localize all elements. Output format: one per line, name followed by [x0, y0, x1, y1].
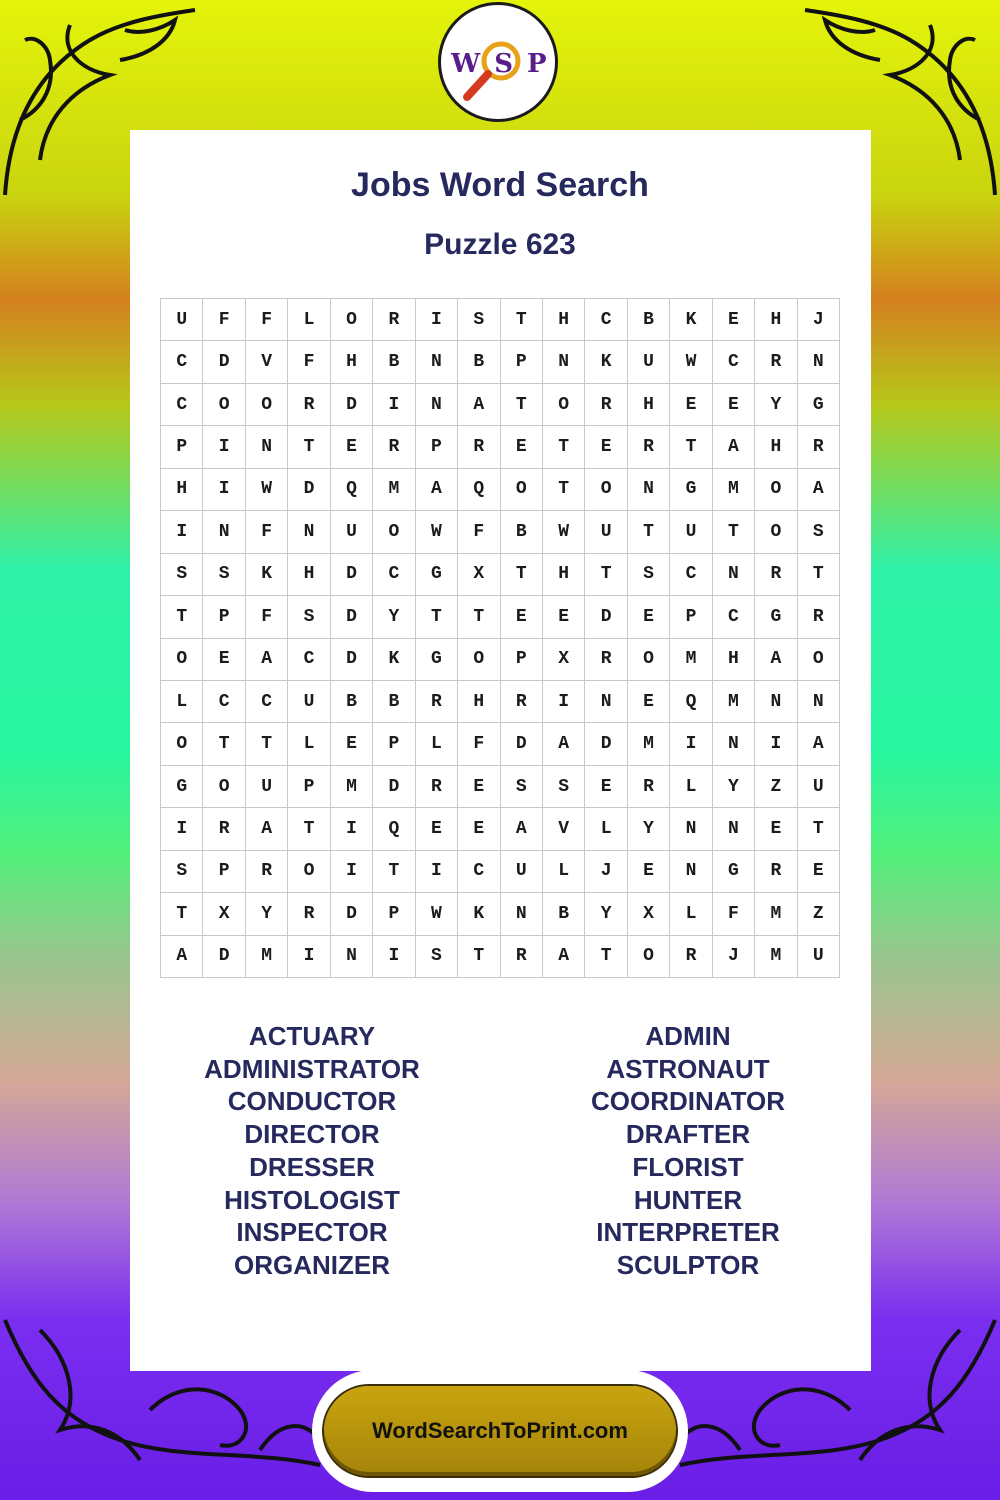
grid-cell[interactable]: U [501, 851, 543, 893]
grid-cell[interactable]: M [331, 766, 373, 808]
grid-cell[interactable]: C [246, 681, 288, 723]
grid-cell[interactable]: I [373, 384, 415, 426]
grid-cell[interactable]: T [416, 596, 458, 638]
grid-cell[interactable]: I [203, 426, 245, 468]
grid-cell[interactable]: O [288, 851, 330, 893]
grid-cell[interactable]: E [331, 426, 373, 468]
grid-cell[interactable]: Q [670, 681, 712, 723]
grid-cell[interactable]: R [585, 639, 627, 681]
grid-cell[interactable]: C [373, 554, 415, 596]
grid-cell[interactable]: X [543, 639, 585, 681]
grid-cell[interactable]: F [458, 511, 500, 553]
grid-cell[interactable]: T [798, 808, 840, 850]
grid-cell[interactable]: C [161, 341, 203, 383]
grid-cell[interactable]: T [458, 596, 500, 638]
grid-cell[interactable]: K [585, 341, 627, 383]
grid-cell[interactable]: T [373, 851, 415, 893]
grid-cell[interactable]: N [416, 341, 458, 383]
grid-cell[interactable]: C [713, 341, 755, 383]
grid-cell[interactable]: V [246, 341, 288, 383]
grid-cell[interactable]: H [161, 469, 203, 511]
grid-cell[interactable]: O [203, 766, 245, 808]
grid-cell[interactable]: H [543, 554, 585, 596]
grid-cell[interactable]: X [458, 554, 500, 596]
letter-grid [160, 298, 840, 978]
grid-cell[interactable]: H [331, 341, 373, 383]
grid-cell[interactable]: H [713, 639, 755, 681]
grid-cell[interactable]: O [331, 299, 373, 341]
wsp-logo [438, 2, 561, 122]
grid-cell[interactable]: Y [713, 766, 755, 808]
grid-cell[interactable]: P [203, 596, 245, 638]
grid-cell[interactable]: C [585, 299, 627, 341]
puzzle-number: Puzzle 623 [424, 228, 576, 261]
grid-cell[interactable]: Y [246, 893, 288, 935]
grid-cell[interactable]: T [458, 936, 500, 978]
grid-cell[interactable]: U [585, 511, 627, 553]
grid-cell[interactable]: R [373, 426, 415, 468]
word-item: INTERPRETER [596, 1217, 780, 1248]
grid-cell[interactable]: O [161, 723, 203, 765]
grid-cell[interactable]: T [501, 554, 543, 596]
grid-cell[interactable]: N [713, 723, 755, 765]
grid-cell[interactable]: P [203, 851, 245, 893]
grid-cell[interactable]: N [501, 893, 543, 935]
grid-cell[interactable]: O [585, 469, 627, 511]
grid-cell[interactable]: E [458, 808, 500, 850]
word-item: ADMINISTRATOR [204, 1053, 420, 1084]
grid-cell[interactable]: T [543, 426, 585, 468]
grid-cell[interactable]: R [416, 766, 458, 808]
grid-cell[interactable]: R [373, 299, 415, 341]
grid-cell[interactable]: O [246, 384, 288, 426]
grid-cell[interactable]: R [798, 426, 840, 468]
grid-cell[interactable]: A [755, 639, 797, 681]
grid-cell[interactable]: R [501, 681, 543, 723]
grid-cell[interactable]: R [203, 808, 245, 850]
word-item: HUNTER [633, 1184, 743, 1215]
grid-cell[interactable]: Y [373, 596, 415, 638]
grid-cell[interactable]: N [798, 681, 840, 723]
grid-cell[interactable]: P [670, 596, 712, 638]
grid-cell[interactable]: I [161, 808, 203, 850]
grid-cell[interactable]: Y [628, 808, 670, 850]
grid-cell[interactable]: T [713, 511, 755, 553]
grid-cell[interactable]: B [628, 299, 670, 341]
grid-cell[interactable]: D [203, 936, 245, 978]
grid-cell[interactable]: E [458, 766, 500, 808]
grid-cell[interactable]: L [543, 851, 585, 893]
grid-cell[interactable]: R [416, 681, 458, 723]
grid-cell[interactable]: R [288, 893, 330, 935]
grid-cell[interactable]: C [203, 681, 245, 723]
grid-cell[interactable]: A [416, 469, 458, 511]
grid-cell[interactable]: O [203, 384, 245, 426]
grid-cell[interactable]: S [161, 554, 203, 596]
grid-cell[interactable]: R [755, 554, 797, 596]
grid-cell[interactable]: N [798, 341, 840, 383]
grid-cell[interactable]: P [501, 341, 543, 383]
grid-cell[interactable]: S [288, 596, 330, 638]
grid-cell[interactable]: T [585, 554, 627, 596]
grid-cell[interactable]: N [543, 341, 585, 383]
grid-cell[interactable]: X [628, 893, 670, 935]
word-item: INSPECTOR [236, 1217, 388, 1248]
grid-cell[interactable]: L [670, 766, 712, 808]
grid-cell[interactable]: H [458, 681, 500, 723]
grid-cell[interactable]: R [670, 936, 712, 978]
grid-cell[interactable]: I [416, 299, 458, 341]
grid-cell[interactable]: E [585, 766, 627, 808]
grid-cell[interactable]: C [161, 384, 203, 426]
grid-cell[interactable]: E [203, 639, 245, 681]
grid-cell[interactable]: S [416, 936, 458, 978]
grid-cell[interactable]: T [585, 936, 627, 978]
grid-cell[interactable]: R [288, 384, 330, 426]
grid-cell[interactable]: E [755, 808, 797, 850]
grid-cell[interactable]: F [203, 299, 245, 341]
grid-cell[interactable]: D [331, 596, 373, 638]
grid-cell[interactable]: B [501, 511, 543, 553]
grid-cell[interactable]: E [628, 851, 670, 893]
grid-cell[interactable]: M [755, 893, 797, 935]
grid-cell[interactable]: H [288, 554, 330, 596]
grid-cell[interactable]: F [458, 723, 500, 765]
grid-cell[interactable]: T [501, 299, 543, 341]
grid-cell[interactable]: N [755, 681, 797, 723]
grid-cell[interactable]: F [288, 341, 330, 383]
grid-cell[interactable]: H [543, 299, 585, 341]
grid-cell[interactable]: B [373, 681, 415, 723]
grid-cell[interactable]: K [246, 554, 288, 596]
grid-cell[interactable]: Q [458, 469, 500, 511]
grid-cell[interactable]: A [501, 808, 543, 850]
grid-cell[interactable]: Z [798, 893, 840, 935]
word-item: ACTUARY [248, 1021, 376, 1051]
grid-cell[interactable]: U [331, 511, 373, 553]
grid-cell[interactable]: W [543, 511, 585, 553]
grid-cell[interactable]: S [798, 511, 840, 553]
grid-cell[interactable]: T [670, 426, 712, 468]
grid-cell[interactable]: D [585, 723, 627, 765]
grid-cell[interactable]: I [670, 723, 712, 765]
word-item: DIRECTOR [244, 1119, 380, 1150]
grid-cell[interactable]: P [373, 723, 415, 765]
grid-cell[interactable]: A [161, 936, 203, 978]
grid-cell[interactable]: O [628, 936, 670, 978]
grid-cell[interactable]: M [755, 936, 797, 978]
word-item: FLORIST [632, 1151, 744, 1182]
grid-cell[interactable]: N [585, 681, 627, 723]
grid-cell[interactable]: L [416, 723, 458, 765]
grid-cell[interactable]: J [713, 936, 755, 978]
grid-cell[interactable]: F [246, 596, 288, 638]
grid-cell[interactable]: D [501, 723, 543, 765]
grid-cell[interactable]: N [246, 426, 288, 468]
grid-cell[interactable]: P [288, 766, 330, 808]
grid-cell[interactable]: A [246, 808, 288, 850]
grid-cell[interactable]: A [713, 426, 755, 468]
grid-cell[interactable]: D [288, 469, 330, 511]
grid-cell[interactable]: T [501, 384, 543, 426]
grid-cell[interactable]: R [585, 384, 627, 426]
grid-cell[interactable]: I [373, 936, 415, 978]
grid-cell[interactable]: S [628, 554, 670, 596]
grid-cell[interactable]: M [713, 469, 755, 511]
grid-cell[interactable]: G [416, 554, 458, 596]
grid-cell[interactable]: U [288, 681, 330, 723]
grid-cell[interactable]: R [755, 851, 797, 893]
grid-cell[interactable]: E [585, 426, 627, 468]
grid-cell[interactable]: T [246, 723, 288, 765]
grid-cell[interactable]: U [670, 511, 712, 553]
grid-cell[interactable]: W [416, 893, 458, 935]
grid-cell[interactable]: I [755, 723, 797, 765]
grid-cell[interactable]: L [585, 808, 627, 850]
grid-cell[interactable]: B [543, 893, 585, 935]
grid-cell[interactable]: I [331, 851, 373, 893]
grid-cell[interactable]: K [458, 893, 500, 935]
grid-cell[interactable]: N [713, 808, 755, 850]
word-item: CONDUCTOR [227, 1086, 397, 1117]
grid-cell[interactable]: A [543, 936, 585, 978]
grid-cell[interactable]: E [543, 596, 585, 638]
word-item: SCULPTOR [616, 1249, 760, 1280]
grid-cell[interactable]: K [373, 639, 415, 681]
grid-cell[interactable]: O [458, 639, 500, 681]
grid-cell[interactable]: P [416, 426, 458, 468]
grid-cell[interactable]: T [288, 426, 330, 468]
grid-cell[interactable]: I [331, 808, 373, 850]
grid-cell[interactable]: N [713, 554, 755, 596]
grid-cell[interactable]: C [458, 851, 500, 893]
grid-cell[interactable]: C [288, 639, 330, 681]
grid-cell[interactable]: A [458, 384, 500, 426]
page-title: Jobs Word Search [351, 166, 649, 204]
grid-cell[interactable]: Y [755, 384, 797, 426]
grid-cell[interactable]: T [161, 893, 203, 935]
grid-cell[interactable]: R [458, 426, 500, 468]
grid-cell[interactable]: D [585, 596, 627, 638]
grid-cell[interactable]: A [798, 469, 840, 511]
grid-cell[interactable]: U [628, 341, 670, 383]
grid-cell[interactable]: Y [585, 893, 627, 935]
word-item: HISTOLOGIST [224, 1184, 400, 1215]
grid-cell[interactable]: M [628, 723, 670, 765]
grid-cell[interactable]: N [331, 936, 373, 978]
word-item: COORDINATOR [590, 1086, 786, 1117]
logo-text: WSP [451, 49, 561, 79]
grid-cell[interactable]: T [288, 808, 330, 850]
grid-cell[interactable]: T [628, 511, 670, 553]
grid-cell[interactable]: F [246, 299, 288, 341]
grid-cell[interactable]: S [458, 299, 500, 341]
grid-cell[interactable]: B [458, 341, 500, 383]
grid-cell[interactable]: C [713, 596, 755, 638]
grid-cell[interactable]: P [501, 639, 543, 681]
grid-cell[interactable]: S [501, 766, 543, 808]
grid-cell[interactable]: I [161, 511, 203, 553]
word-item: DRESSER [249, 1151, 375, 1182]
grid-cell[interactable]: F [713, 893, 755, 935]
website-label: WordSearchToPrint.com [372, 1418, 628, 1443]
word-item: ADMIN [645, 1021, 731, 1051]
grid-cell[interactable]: O [798, 639, 840, 681]
grid-cell[interactable]: S [161, 851, 203, 893]
grid-cell[interactable]: L [288, 723, 330, 765]
grid-cell[interactable]: G [416, 639, 458, 681]
grid-cell[interactable]: H [755, 299, 797, 341]
grid-cell[interactable]: R [628, 766, 670, 808]
grid-cell[interactable]: O [501, 469, 543, 511]
grid-cell[interactable]: T [161, 596, 203, 638]
grid-cell[interactable]: N [670, 808, 712, 850]
grid-cell[interactable]: T [543, 469, 585, 511]
word-item: DRAFTER [625, 1119, 751, 1150]
word-list-left [152, 1020, 472, 1282]
word-item: ASTRONAUT [606, 1053, 770, 1084]
grid-cell[interactable]: E [331, 723, 373, 765]
grid-cell[interactable]: G [670, 469, 712, 511]
grid-cell[interactable]: P [161, 426, 203, 468]
grid-cell[interactable]: E [670, 384, 712, 426]
grid-cell[interactable]: D [331, 554, 373, 596]
grid-cell[interactable]: A [798, 723, 840, 765]
grid-cell[interactable]: N [288, 511, 330, 553]
grid-cell[interactable]: K [670, 299, 712, 341]
grid-cell[interactable]: N [203, 511, 245, 553]
grid-cell[interactable]: D [331, 639, 373, 681]
grid-cell[interactable]: Z [755, 766, 797, 808]
website-button[interactable] [324, 1386, 676, 1476]
grid-cell[interactable]: E [416, 808, 458, 850]
grid-cell[interactable]: O [628, 639, 670, 681]
grid-cell[interactable]: E [798, 851, 840, 893]
grid-cell[interactable]: T [203, 723, 245, 765]
grid-cell[interactable]: C [670, 554, 712, 596]
grid-cell[interactable]: G [755, 596, 797, 638]
grid-cell[interactable]: U [798, 766, 840, 808]
grid-cell[interactable]: I [288, 936, 330, 978]
grid-cell[interactable]: U [798, 936, 840, 978]
grid-cell[interactable]: E [501, 426, 543, 468]
grid-cell[interactable]: P [373, 893, 415, 935]
grid-cell[interactable]: I [543, 681, 585, 723]
grid-cell[interactable]: L [288, 299, 330, 341]
grid-cell[interactable]: W [246, 469, 288, 511]
grid-cell[interactable]: T [798, 554, 840, 596]
grid-cell[interactable]: M [373, 469, 415, 511]
grid-cell[interactable]: M [246, 936, 288, 978]
grid-cell[interactable]: E [628, 596, 670, 638]
grid-cell[interactable]: X [203, 893, 245, 935]
grid-cell[interactable]: J [798, 299, 840, 341]
grid-cell[interactable]: N [628, 469, 670, 511]
grid-cell[interactable]: R [501, 936, 543, 978]
grid-cell[interactable]: D [373, 766, 415, 808]
grid-cell[interactable]: V [543, 808, 585, 850]
grid-cell[interactable]: U [246, 766, 288, 808]
grid-cell[interactable]: N [416, 384, 458, 426]
grid-cell[interactable]: S [543, 766, 585, 808]
grid-cell[interactable]: J [585, 851, 627, 893]
grid-cell[interactable]: L [161, 681, 203, 723]
grid-cell[interactable]: Q [331, 469, 373, 511]
grid-cell[interactable]: U [161, 299, 203, 341]
grid-cell[interactable]: H [755, 426, 797, 468]
grid-cell[interactable]: I [416, 851, 458, 893]
grid-cell[interactable]: E [628, 681, 670, 723]
grid-cell[interactable]: F [246, 511, 288, 553]
grid-cell[interactable]: R [628, 426, 670, 468]
grid-cell[interactable]: O [755, 511, 797, 553]
grid-cell[interactable]: O [755, 469, 797, 511]
grid-cell[interactable]: E [501, 596, 543, 638]
grid-cell[interactable]: O [543, 384, 585, 426]
word-list-right [528, 1020, 848, 1282]
grid-cell[interactable]: G [798, 384, 840, 426]
grid-cell[interactable]: E [713, 384, 755, 426]
grid-cell[interactable]: B [331, 681, 373, 723]
grid-cell[interactable]: D [203, 341, 245, 383]
grid-cell[interactable]: Q [373, 808, 415, 850]
grid-cell[interactable]: A [246, 639, 288, 681]
grid-cell[interactable]: M [670, 639, 712, 681]
grid-cell[interactable]: G [713, 851, 755, 893]
grid-cell[interactable]: N [670, 851, 712, 893]
grid-cell[interactable]: B [373, 341, 415, 383]
grid-cell[interactable]: M [713, 681, 755, 723]
grid-cell[interactable]: W [416, 511, 458, 553]
grid-cell[interactable]: E [713, 299, 755, 341]
grid-cell[interactable]: O [373, 511, 415, 553]
grid-cell[interactable]: R [798, 596, 840, 638]
grid-cell[interactable]: R [246, 851, 288, 893]
grid-cell[interactable]: O [161, 639, 203, 681]
word-item: ORGANIZER [234, 1249, 390, 1280]
grid-cell[interactable]: R [755, 341, 797, 383]
grid-cell[interactable]: L [670, 893, 712, 935]
grid-cell[interactable]: W [670, 341, 712, 383]
grid-cell[interactable]: G [161, 766, 203, 808]
grid-cell[interactable]: A [543, 723, 585, 765]
grid-cell[interactable]: D [331, 893, 373, 935]
grid-cell[interactable]: H [628, 384, 670, 426]
grid-cell[interactable]: D [331, 384, 373, 426]
grid-cell[interactable]: S [203, 554, 245, 596]
grid-cell[interactable]: I [203, 469, 245, 511]
